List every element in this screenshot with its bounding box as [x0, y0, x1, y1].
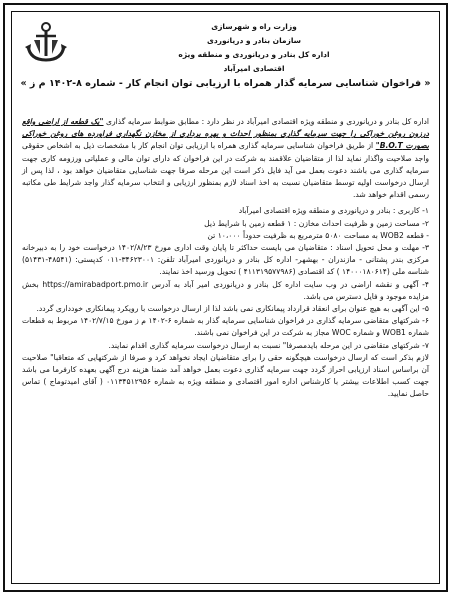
- list-item: ۳- مهلت و محل تحویل اسناد : متقاضیان می بایست حداکثر تا پایان وقت اداری مورخ ۱۴۰۲/۸/۲۳ درخواست خود را به دبیرخانه مرکزی بندر پشتانی - مازندران - بهشهر- اداره کل بنادر و دریانوردی امیرآباد تلفن: ۳۴۶۲۳۰۰۱-۰۱۱ کدپستی: (۴۸۵۴۱-۵۱۴۳۱) شناسه ملی (۱۴۰۰۰۱۸۰۶۱۴ ) کد اقتصادی (۴۱۱۳۱۹۵۷۷۹۸۶ ) تحویل ورسید اخذ نمایند.: [22, 243, 429, 277]
- list-item: ۴- آگهی و نقشه اراضی در وب سایت اداره کل بنادر و دریانوردی امیر آباد به آدرس https://amirabadport.pmo.ir بخش مزایده موجود و فایل دسترس می باشد.: [22, 279, 429, 301]
- notice-inner-border: [11, 11, 440, 584]
- list-item: ۷- شرکتهای متقاضی در این مرحله بایدمصرفا" نسبت به ارسال درخواست سرمایه گذاری اقدام نمایند.: [108, 340, 429, 350]
- list-item: ۲- مساحت زمین و ظرفیت احداث مخازن : ۱ قطعه زمین با شرایط ذیل: [204, 218, 429, 228]
- ports-organization-logo: [20, 18, 72, 66]
- list-item: ۶- شرکتهای متقاضی سرمایه گذاری در فراخوان شناسایی سرمایه گذار به شماره ۶-۱۴۰۲ م ز مورخ ۱۴۰۲/۷/۱۵ مربوط به قطعات شماره WOB1 و شماره WOC مجاز به شرکت در این فراخوان نمی باشند.: [22, 316, 429, 338]
- intro-project-description: "یک قطعه از اراضی واقع درزون روغن خوراکی را جهت سرمایه گذاری بمنظور احداث و بهره برداری از مخازن نگهداری فراورده های روغن خوراکی بصورت B.O.T": [22, 117, 429, 151]
- intro-part-a: اداره کل بنادر و دریانوردی و منطقه ویژه اقتصادی امیرآباد در نظر دارد : مطابق ضوابط سرمایه گذاری: [103, 117, 429, 126]
- conditions-list: [22, 205, 429, 351]
- closing-paragraph: لازم بذکر است که ارسال درخواست هیچگونه حقی را برای متقاضیان ایجاد نخواهد کرد و صرفا از شرکتهایی که متعاقبا" صلاحیت آن براساس اسناد ارزیابی احراز گردد جهت سرمایه گذاری دعوت بعمل خواهد آمد ضمنا هزینه درج آگهی بعهده کارفرما می باشد جهت کسب اطلاعات بیشتر با کارشناس اداره امور اقتصادی و منطقه ویژه به شماره ۰۱۱۳۴۵۱۲۹۵۶ ( آقای امیدتوماج ) تماس حاصل نمایید.: [22, 352, 429, 399]
- intro-paragraph: [22, 116, 429, 201]
- notice-title: « فراخوان شناسایی سرمایه گذار همراه با ارزیابی توان انجام کار - شماره ۸-۱۴۰۲ م ز »: [20, 78, 431, 89]
- organization-block: [169, 20, 339, 76]
- list-item: - قطعه WOB2 به مساحت ۵۰۸۰ مترمربع به ظرفیت حدوداً ۱۰،۰۰۰ تن: [207, 230, 429, 240]
- notice-frame: [3, 3, 448, 592]
- intro-part-b: از طریق فراخوان شناسایی سرمایه گذاری همراه با ارزیابی توان انجام کار با مشخصات ذیل به اشخاص حقوقی واجد صلاحیت واگذار نماید لذا از متقاضیان علاقمند به شرکت در این فراخوان که دارای توان مالی و عملیاتی ورزومه کاری جهت سرمایه گذاری می باشند دعوت بعمل می آید فایل ذکر است این مرحله صرفا جهت شناسایی متقاضیان خواهد بود ، لذا پس از ارسال درخواست اولیه توسط متقاضیان نسبت به اخذ اسناد لازم بمنظور ارزیابی و انتخاب سرمایه گذار واجد شرایط طی مکاتبه رسمی اقدام خواهد شد.: [22, 141, 429, 200]
- department-name: اداره کل بنادر و دریانوردی و منطقه ویژه اقتصادی امیرآباد: [178, 50, 330, 73]
- notice-body: [22, 116, 429, 401]
- organization-name: سازمان بنادر و دریانوردی: [206, 36, 302, 45]
- list-item: ۱- کاربری : بنادر و دریانوردی و منطقه ویژه اقتصادی امیرآباد: [238, 206, 429, 216]
- header: [12, 16, 439, 72]
- list-item: ۵- این آگهی به هیچ عنوان برای انعقاد قرارداد پیمانکاری نمی باشد لذا از ارسال درخواست با رویکرد پیمانکاری خودداری گردد.: [36, 304, 429, 314]
- ministry-name: وزارت راه و شهرسازی: [211, 22, 297, 31]
